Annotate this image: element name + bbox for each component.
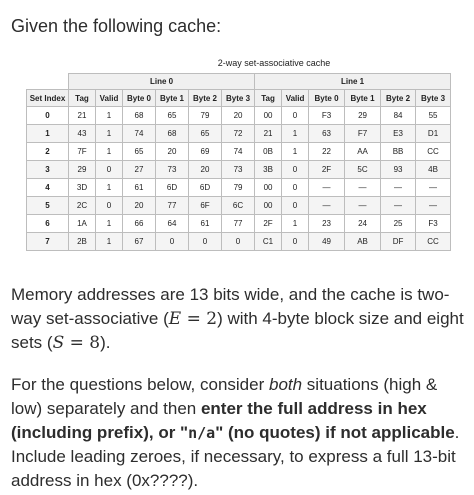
table-cell: F3 bbox=[309, 107, 345, 125]
table-cell: 2C bbox=[69, 197, 96, 215]
set-index-cell: 2 bbox=[27, 143, 69, 161]
table-cell: 1 bbox=[96, 179, 123, 197]
column-header: Byte 0 bbox=[123, 90, 156, 107]
table-cell: 1 bbox=[96, 107, 123, 125]
table-cell: 65 bbox=[189, 125, 222, 143]
table-cell: 22 bbox=[309, 143, 345, 161]
table-cell: 6D bbox=[189, 179, 222, 197]
table-cell: 79 bbox=[222, 179, 255, 197]
table-cell: F3 bbox=[416, 215, 451, 233]
table-cell: 73 bbox=[156, 161, 189, 179]
table-cell: 79 bbox=[189, 107, 222, 125]
table-cell: 29 bbox=[345, 107, 381, 125]
column-header: Set Index bbox=[27, 90, 69, 107]
para1-text-c: ). bbox=[100, 333, 111, 352]
table-cell: 3B bbox=[255, 161, 282, 179]
e-value: = 2 bbox=[181, 309, 218, 329]
table-cell: 68 bbox=[123, 107, 156, 125]
table-cell: 72 bbox=[222, 125, 255, 143]
table-cell: 6D bbox=[156, 179, 189, 197]
table-cell: 20 bbox=[189, 161, 222, 179]
table-cell: D1 bbox=[416, 125, 451, 143]
table-cell: E3 bbox=[381, 125, 416, 143]
table-cell: BB bbox=[381, 143, 416, 161]
set-index-cell: 3 bbox=[27, 161, 69, 179]
table-cell: 0 bbox=[282, 179, 309, 197]
table-cell: 2B bbox=[69, 233, 96, 251]
column-header: Valid bbox=[96, 90, 123, 107]
instruction-bold-a: enter the full address in hex (including prefix), or " bbox=[11, 399, 427, 442]
line-header-row bbox=[27, 74, 451, 90]
table-cell: CC bbox=[416, 233, 451, 251]
table-cell: C1 bbox=[255, 233, 282, 251]
table-cell: — bbox=[416, 197, 451, 215]
column-header-row bbox=[27, 90, 451, 107]
para2-text-c: . Include leading zeroes, if necessary, to express a full 13-bit address in hex (0x????). bbox=[11, 423, 460, 490]
blank-header-cell bbox=[27, 74, 69, 90]
table-cell: 74 bbox=[222, 143, 255, 161]
set-index-cell: 4 bbox=[27, 179, 69, 197]
table-cell: 6C bbox=[222, 197, 255, 215]
table-row bbox=[27, 161, 451, 179]
table-cell: 49 bbox=[309, 233, 345, 251]
table-cell: 0 bbox=[282, 107, 309, 125]
table-cell: 0 bbox=[282, 233, 309, 251]
cache-table bbox=[26, 73, 451, 251]
table-cell: 25 bbox=[381, 215, 416, 233]
table-cell: 68 bbox=[156, 125, 189, 143]
table-cell: 63 bbox=[309, 125, 345, 143]
table-cell: 0 bbox=[96, 161, 123, 179]
table-cell: 74 bbox=[123, 125, 156, 143]
table-cell: 84 bbox=[381, 107, 416, 125]
table-cell: 21 bbox=[255, 125, 282, 143]
table-cell: 23 bbox=[309, 215, 345, 233]
table-cell: 00 bbox=[255, 107, 282, 125]
table-cell: 55 bbox=[416, 107, 451, 125]
table-cell: — bbox=[345, 179, 381, 197]
table-cell: DF bbox=[381, 233, 416, 251]
set-index-cell: 6 bbox=[27, 215, 69, 233]
table-cell: 0 bbox=[222, 233, 255, 251]
table-cell: 0 bbox=[189, 233, 222, 251]
column-header: Tag bbox=[255, 90, 282, 107]
column-header: Byte 1 bbox=[345, 90, 381, 107]
table-cell: 20 bbox=[123, 197, 156, 215]
table-cell: — bbox=[309, 179, 345, 197]
table-cell: F7 bbox=[345, 125, 381, 143]
table-cell: 1 bbox=[282, 125, 309, 143]
set-index-cell: 1 bbox=[27, 125, 69, 143]
table-cell: 20 bbox=[222, 107, 255, 125]
s-value: = 8 bbox=[64, 333, 101, 353]
table-cell: — bbox=[309, 197, 345, 215]
table-cell: 6F bbox=[189, 197, 222, 215]
table-cell: 3D bbox=[69, 179, 96, 197]
table-cell: 0 bbox=[156, 233, 189, 251]
table-cell: 93 bbox=[381, 161, 416, 179]
column-header: Byte 2 bbox=[381, 90, 416, 107]
table-cell: 1 bbox=[282, 215, 309, 233]
table-cell: 69 bbox=[189, 143, 222, 161]
table-cell: 0 bbox=[282, 197, 309, 215]
table-cell: 29 bbox=[69, 161, 96, 179]
table-cell: 64 bbox=[156, 215, 189, 233]
line1-header: Line 1 bbox=[255, 74, 451, 90]
cache-table-container bbox=[26, 57, 450, 251]
table-cell: 0B bbox=[255, 143, 282, 161]
s-variable: S bbox=[52, 333, 65, 353]
set-index-cell: 0 bbox=[27, 107, 69, 125]
table-cell: 0 bbox=[282, 161, 309, 179]
table-cell: 1 bbox=[96, 125, 123, 143]
instruction-bold-b: " (no quotes) if not applicable bbox=[215, 423, 455, 442]
table-cell: 1 bbox=[282, 143, 309, 161]
set-index-cell: 5 bbox=[27, 197, 69, 215]
table-cell: 2F bbox=[255, 215, 282, 233]
table-cell: 27 bbox=[123, 161, 156, 179]
paragraph-cache-description bbox=[11, 283, 467, 355]
table-body bbox=[27, 107, 451, 251]
column-header: Tag bbox=[69, 90, 96, 107]
table-cell: AA bbox=[345, 143, 381, 161]
table-cell: 5C bbox=[345, 161, 381, 179]
table-cell: — bbox=[381, 179, 416, 197]
table-cell: 1 bbox=[96, 215, 123, 233]
table-row bbox=[27, 179, 451, 197]
table-cell: — bbox=[345, 197, 381, 215]
table-cell: — bbox=[416, 179, 451, 197]
s-formula bbox=[53, 333, 101, 353]
intro-text: Given the following cache: bbox=[11, 16, 222, 36]
table-cell: 00 bbox=[255, 197, 282, 215]
table-cell: — bbox=[381, 197, 416, 215]
table-cell: 00 bbox=[255, 179, 282, 197]
table-cell: 20 bbox=[156, 143, 189, 161]
column-header: Byte 1 bbox=[156, 90, 189, 107]
table-row bbox=[27, 215, 451, 233]
column-header: Byte 3 bbox=[222, 90, 255, 107]
table-row bbox=[27, 197, 451, 215]
line0-header: Line 0 bbox=[69, 74, 255, 90]
table-cell: 21 bbox=[69, 107, 96, 125]
table-row bbox=[27, 233, 451, 251]
column-header: Byte 0 bbox=[309, 90, 345, 107]
table-cell: CC bbox=[416, 143, 451, 161]
column-header: Valid bbox=[282, 90, 309, 107]
paragraph-instructions bbox=[11, 373, 467, 493]
table-cell: 66 bbox=[123, 215, 156, 233]
table-cell: 43 bbox=[69, 125, 96, 143]
para1-text-b: ) with 4-byte block size and eight sets ( bbox=[11, 309, 464, 352]
table-row bbox=[27, 107, 451, 125]
column-header: Byte 3 bbox=[416, 90, 451, 107]
table-cell: 0 bbox=[96, 197, 123, 215]
table-row bbox=[27, 143, 451, 161]
set-index-cell: 7 bbox=[27, 233, 69, 251]
table-cell: 65 bbox=[123, 143, 156, 161]
table-caption: 2-way set-associative cache bbox=[217, 58, 331, 68]
table-cell: AB bbox=[345, 233, 381, 251]
e-formula bbox=[169, 309, 217, 329]
para2-text-a: For the questions below, consider bbox=[11, 375, 269, 394]
table-cell: 4B bbox=[416, 161, 451, 179]
table-cell: 24 bbox=[345, 215, 381, 233]
na-code: n/a bbox=[188, 424, 216, 442]
table-cell: 77 bbox=[222, 215, 255, 233]
both-emphasis: both bbox=[268, 375, 303, 394]
table-cell: 61 bbox=[189, 215, 222, 233]
table-cell: 61 bbox=[123, 179, 156, 197]
table-cell: 1A bbox=[69, 215, 96, 233]
para2-text-b: situations (high & low) separately and then bbox=[11, 375, 438, 418]
table-cell: 2F bbox=[309, 161, 345, 179]
e-variable: E bbox=[168, 309, 182, 329]
table-cell: 77 bbox=[156, 197, 189, 215]
table-cell: 7F bbox=[69, 143, 96, 161]
para1-text-a: Memory addresses are 13 bits wide, and the cache is two-way set-associative ( bbox=[11, 285, 450, 328]
table-cell: 1 bbox=[96, 143, 123, 161]
table-cell: 73 bbox=[222, 161, 255, 179]
table-row bbox=[27, 125, 451, 143]
column-header: Byte 2 bbox=[189, 90, 222, 107]
table-cell: 67 bbox=[123, 233, 156, 251]
table-cell: 65 bbox=[156, 107, 189, 125]
table-cell: 1 bbox=[96, 233, 123, 251]
